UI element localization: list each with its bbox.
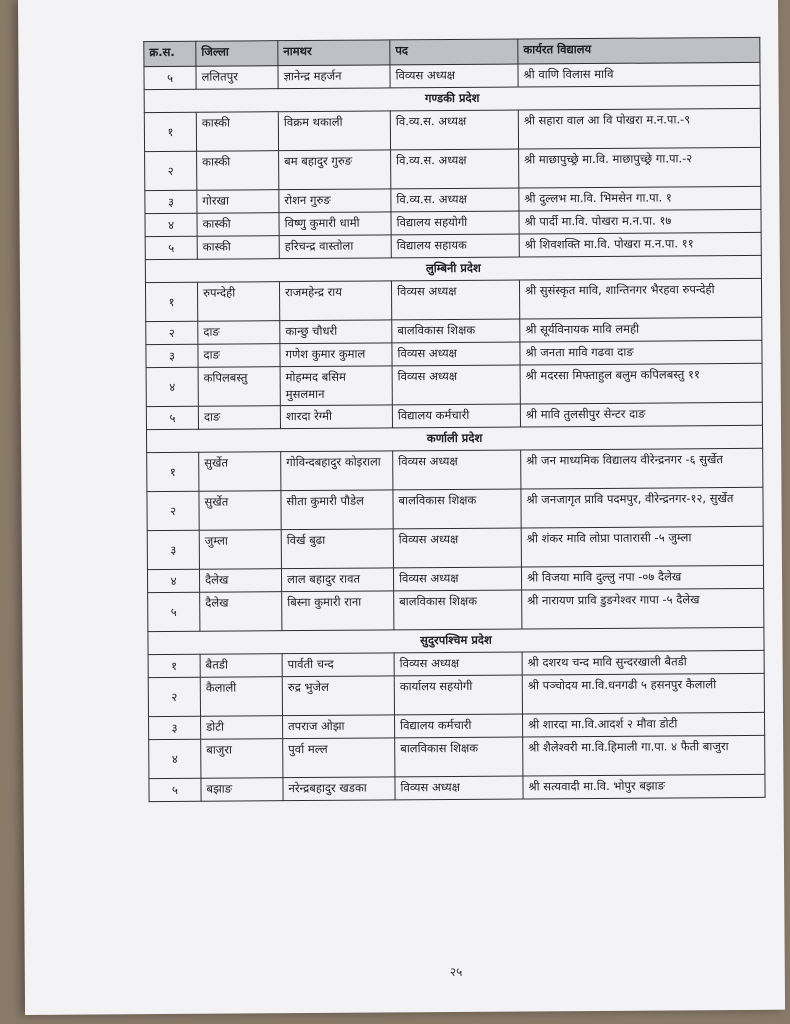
cell-serial: ५: [144, 66, 196, 89]
cell-post: वि.व्य.स. अध्यक्ष: [390, 110, 518, 150]
page-number: २५: [449, 964, 463, 980]
cell-school: श्री जन माध्यमिक विद्यालय वीरेन्द्रनगर -६ सुर्खेत: [521, 448, 763, 489]
cell-post: बालविकास शिक्षक: [395, 737, 523, 777]
table-row: [146, 363, 762, 406]
cell-post: विद्यालय सहायक: [391, 234, 519, 258]
cell-district: दाङ: [198, 344, 280, 368]
header-name: नामथर: [278, 40, 390, 66]
cell-district: कपिलबस्तु: [198, 367, 280, 407]
cell-school: श्री नारायण प्रावि डुङगेश्वर गापा -५ दैलेख: [522, 588, 764, 629]
cell-name: तपराज ओझा: [283, 715, 395, 739]
cell-name: लाल बहादुर रावत: [281, 568, 393, 592]
cell-district: सुर्खेत: [199, 452, 281, 492]
cell-school: श्री सहारा वाल आ वि पोखरा म.न.पा.-९: [518, 108, 760, 149]
cell-post: बालविकास शिक्षक: [394, 590, 522, 630]
cell-school: श्री सुसंस्कृत मावि, शान्तिनगर भैरहवा रुपन्देही: [519, 278, 761, 319]
cell-serial: ४: [145, 213, 197, 236]
table-row: [148, 588, 764, 631]
cell-district: गोरखा: [197, 190, 279, 214]
cell-serial: १: [148, 654, 200, 677]
cell-name: विष्णु कुमारी धामी: [279, 212, 391, 236]
cell-name: मोहम्मद बसिम मुसलमान: [280, 366, 392, 406]
header-post: पद: [390, 39, 518, 65]
cell-school: श्री वाणि विलास मावि: [518, 62, 760, 87]
document-page: [18, 0, 785, 1015]
cell-serial: १: [147, 452, 199, 491]
cell-serial: ४: [147, 569, 199, 592]
cell-school: श्री दुल्लभ मा.वि. भिमसेन गा.पा. १: [519, 186, 761, 211]
cell-name: कान्छु चौधरी: [280, 320, 392, 344]
cell-name: रुद्र भुजेल: [282, 676, 394, 716]
cell-name: राजमहेन्द्र राय: [279, 281, 391, 321]
cell-school: श्री सत्यवादी मा.वि. भोपुर बझाङ: [523, 774, 765, 799]
cell-district: कैलाली: [200, 677, 282, 717]
cell-serial: ३: [147, 530, 199, 569]
cell-serial: २: [148, 677, 200, 716]
cell-post: विव्यस अध्यक्ष: [391, 280, 519, 320]
cell-serial: ३: [149, 716, 201, 739]
cell-serial: २: [145, 151, 197, 190]
cell-school: श्री सूर्यविनायक मावि लमही: [520, 317, 762, 342]
cell-post: विव्यस अध्यक्ष: [390, 64, 518, 88]
cell-school: श्री शैलेश्वरी मा.वि.हिमाली गा.पा. ४ फैती बाजुरा: [523, 735, 765, 776]
cell-serial: ५: [145, 236, 197, 259]
cell-name: पुर्वा मल्ल: [283, 738, 395, 778]
cell-name: गोविन्दबहादुर कोइराला: [281, 451, 393, 491]
cell-serial: ३: [145, 190, 197, 213]
staff-table-wrapper: [143, 37, 764, 802]
cell-school: श्री जनजागृत प्रावि पदमपुर, वीरेन्द्रनगर-१२, सुर्खेत: [521, 487, 763, 528]
cell-school: श्री पञ्चोदय मा.वि.धनगढी ५ हसनपुर कैलाली: [522, 673, 764, 714]
cell-district: दाङ: [198, 321, 280, 345]
table-row: [148, 673, 764, 716]
cell-serial: ५: [146, 406, 198, 429]
cell-post: विद्यालय कर्मचारी: [395, 714, 523, 738]
cell-serial: ४: [149, 739, 201, 778]
cell-post: विव्यस अध्यक्ष: [394, 652, 522, 676]
cell-serial: ४: [146, 367, 198, 406]
table-row: [145, 278, 761, 321]
cell-name: बम बहादुर गुरुङ: [279, 150, 391, 190]
cell-serial: १: [145, 282, 197, 321]
cell-name: विर्ख बुढा: [281, 529, 393, 569]
table-row: [149, 774, 765, 801]
cell-name: बिस्ना कुमारी राना: [282, 591, 394, 631]
cell-district: दैलेख: [200, 592, 282, 632]
cell-post: वि.व्य.स. अध्यक्ष: [391, 149, 519, 189]
cell-serial: ५: [149, 778, 201, 801]
table-body: [144, 62, 765, 801]
cell-name: सीता कुमारी पौडेल: [281, 490, 393, 530]
table-row: [145, 147, 761, 190]
cell-post: वि.व्य.स. अध्यक्ष: [391, 188, 519, 212]
header-school: कार्यरत विद्यालय: [518, 37, 760, 64]
header-serial: क्र.स.: [144, 41, 196, 66]
cell-name: नरेन्द्रबहादुर खडका: [283, 777, 395, 801]
cell-district: दैलेख: [199, 569, 281, 593]
cell-district: ललितपुर: [196, 66, 278, 90]
staff-table: [143, 37, 765, 802]
cell-school: श्री पार्दी मा.वि. पोखरा म.न.पा. १७: [519, 209, 761, 234]
cell-serial: २: [147, 491, 199, 530]
cell-district: रुपन्देही: [197, 282, 279, 322]
cell-serial: ३: [146, 344, 198, 367]
cell-name: ज्ञानेन्द्र महर्जन: [278, 65, 390, 89]
cell-district: बैतडी: [200, 654, 282, 678]
cell-post: विव्यस अध्यक्ष: [392, 365, 520, 405]
cell-serial: ५: [148, 592, 200, 631]
cell-school: श्री शिवशक्ति मा.वि. पोखरा म.न.पा. ११: [519, 232, 761, 257]
cell-name: पार्वती चन्द: [282, 653, 394, 677]
cell-name: विक्रम थकाली: [278, 111, 390, 151]
cell-district: बाजुरा: [201, 739, 283, 779]
cell-post: विव्यस अध्यक्ष: [393, 450, 521, 490]
cell-name: हरिचन्द्र वास्तोला: [279, 235, 391, 259]
cell-post: विव्यस अध्यक्ष: [393, 528, 521, 568]
cell-district: बझाङ: [201, 778, 283, 802]
cell-district: कास्की: [197, 213, 279, 237]
cell-serial: १: [144, 112, 196, 151]
cell-school: श्री माछापुच्छ्रे मा.वि. माछापुच्छ्रे गा.पा.-२: [519, 147, 761, 188]
cell-post: विव्यस अध्यक्ष: [392, 342, 520, 366]
cell-district: कास्की: [196, 112, 278, 152]
cell-post: बालविकास शिक्षक: [393, 489, 521, 529]
cell-school: श्री मदरसा मिफ्ताहुल बलुम कपिलबस्तु ११: [520, 363, 762, 404]
cell-name: गणेश कुमार कुमाल: [280, 343, 392, 367]
cell-post: बालविकास शिक्षक: [392, 319, 520, 343]
cell-post: विव्यस अध्यक्ष: [393, 567, 521, 591]
cell-district: डोटी: [201, 716, 283, 740]
cell-district: कास्की: [197, 236, 279, 260]
table-row: [147, 448, 763, 491]
cell-district: सुर्खेत: [199, 491, 281, 531]
table-row: [147, 487, 763, 530]
cell-post: विद्यालय सहयोगी: [391, 211, 519, 235]
cell-post: कार्यालय सहयोगी: [394, 675, 522, 715]
cell-school: श्री दशरथ चन्द मावि सुन्दरखाली बैतडी: [522, 650, 764, 675]
cell-district: जुम्ला: [199, 530, 281, 570]
table-row: [144, 108, 760, 151]
cell-name: शारदा रेग्मी: [280, 405, 392, 429]
section-title: सुदुरपश्चिम प्रदेश: [148, 627, 764, 654]
cell-school: श्री मावि तुलसीपुर सेन्टर दाङ: [520, 402, 762, 427]
header-district: जिल्ला: [196, 41, 278, 67]
section-title: लुम्बिनी प्रदेश: [145, 255, 761, 282]
cell-post: विव्यस अध्यक्ष: [395, 776, 523, 800]
cell-district: दाङ: [198, 406, 280, 430]
cell-school: श्री जनता मावि गढवा दाङ: [520, 340, 762, 365]
cell-post: विद्यालय कर्मचारी: [392, 404, 520, 428]
cell-name: रोशन गुरुङ: [279, 189, 391, 213]
cell-school: श्री विजया मावि दुल्लु नपा -०७ दैलेख: [521, 565, 763, 590]
table-row: [147, 526, 763, 569]
cell-serial: २: [146, 321, 198, 344]
section-title: गण्डकी प्रदेश: [144, 85, 760, 112]
cell-district: कास्की: [197, 151, 279, 191]
section-title: कर्णाली प्रदेश: [147, 425, 763, 452]
table-row: [149, 735, 765, 778]
cell-school: श्री शारदा मा.वि.आदर्श २ मौवा डोटी: [522, 712, 764, 737]
cell-school: श्री शंकर मावि लोप्रा पातारासी -५ जुम्ला: [521, 526, 763, 567]
